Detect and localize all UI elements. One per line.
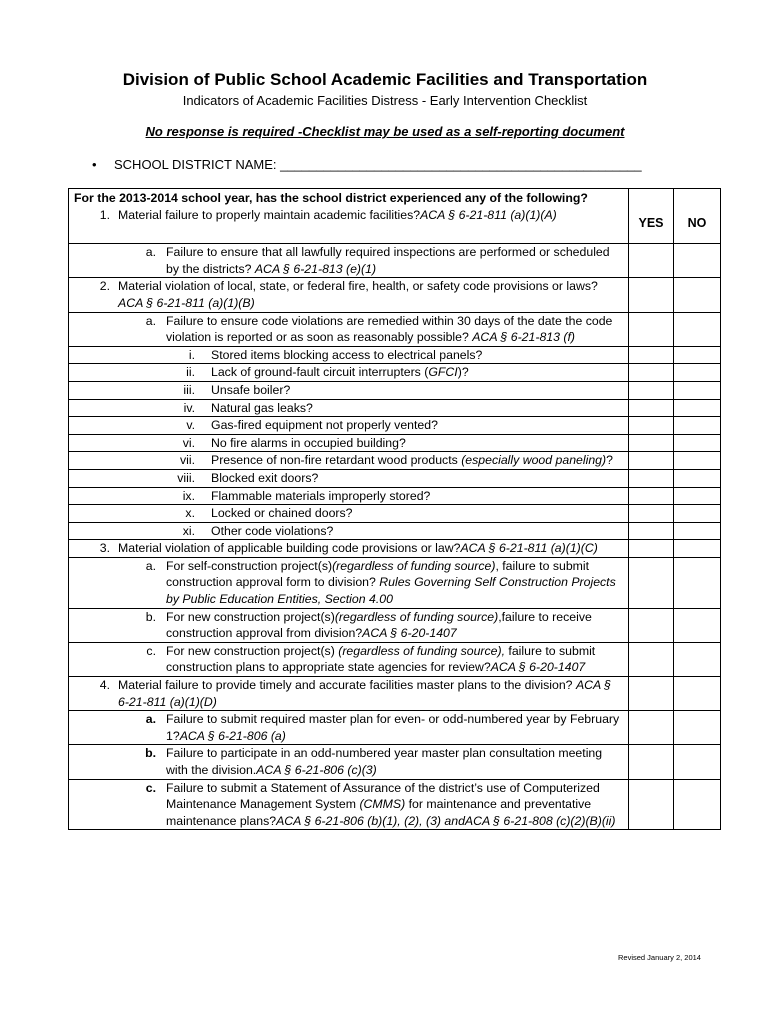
- list-item: [69, 488, 628, 505]
- yes-checkbox-cell[interactable]: [629, 244, 674, 278]
- table-row: [69, 745, 721, 779]
- no-checkbox-cell[interactable]: [674, 399, 721, 417]
- no-checkbox-cell[interactable]: [674, 346, 721, 364]
- no-checkbox-cell[interactable]: [674, 434, 721, 452]
- table-row: [69, 642, 721, 676]
- table-row: [69, 312, 721, 346]
- list-item: [69, 435, 628, 452]
- item-marker: 2.: [99, 279, 110, 294]
- item-text: For self-construction project(s): [166, 558, 333, 573]
- yes-checkbox-cell[interactable]: [629, 399, 674, 417]
- table-row: [69, 346, 721, 364]
- document-title: Division of Public School Academic Facilities and Transportation: [122, 70, 648, 89]
- item-cell: [69, 364, 629, 382]
- item-text-end: ?: [606, 453, 613, 468]
- table-header-row: [69, 189, 721, 244]
- item-text-end: ,failure to receive construction approval from division?: [166, 609, 592, 641]
- item-cell: [69, 469, 629, 487]
- item-text: Gas-fired equipment not properly vented?: [211, 418, 438, 433]
- no-checkbox-cell[interactable]: [674, 608, 721, 642]
- table-row: [69, 540, 721, 558]
- table-row: [69, 278, 721, 312]
- item-text: Failure to ensure code violations are remedied within 30 days of the date the code violation is reported or as soon as reasonably possible?: [166, 313, 613, 345]
- item-emphasis: (regardless of funding source),: [338, 643, 505, 658]
- item-marker: 4.: [99, 678, 110, 693]
- item-marker: x.: [185, 506, 195, 521]
- table-row: [69, 364, 721, 382]
- yes-column-header: YES: [629, 189, 674, 244]
- table-row: [69, 452, 721, 470]
- item-text: Failure to ensure that all lawfully required inspections are performed or scheduled by the districts?: [166, 245, 610, 276]
- item-text-end: )?: [457, 365, 469, 380]
- item-marker: b.: [145, 746, 156, 761]
- yes-checkbox-cell[interactable]: [629, 540, 674, 558]
- table-row: [69, 557, 721, 608]
- table-row: [69, 608, 721, 642]
- response-note: No response is required -Checklist may be used as a self-reporting document: [145, 124, 625, 139]
- no-checkbox-cell[interactable]: [674, 312, 721, 346]
- no-checkbox-cell[interactable]: [674, 469, 721, 487]
- item-marker: xi.: [182, 523, 195, 538]
- item-marker: a.: [145, 558, 156, 573]
- list-item: [69, 711, 628, 744]
- item-marker: 1.: [99, 207, 110, 222]
- item-emphasis: (especially wood paneling): [461, 453, 607, 468]
- item-cell: [69, 677, 629, 711]
- checklist-table: [68, 188, 721, 830]
- no-checkbox-cell[interactable]: [674, 711, 721, 745]
- item-marker: ii.: [186, 365, 195, 380]
- item-text-end: failure to submit construction plans to appropriate state agencies for review?: [166, 643, 596, 675]
- yes-checkbox-cell[interactable]: [629, 608, 674, 642]
- item-citation: ACA § 6-21-813 (f): [472, 330, 575, 345]
- yes-checkbox-cell[interactable]: [629, 557, 674, 608]
- yes-checkbox-cell[interactable]: [629, 745, 674, 779]
- item-marker: c.: [145, 780, 156, 795]
- item-marker: ix.: [182, 488, 195, 503]
- item-emphasis: (regardless of funding source): [332, 558, 496, 573]
- no-checkbox-cell[interactable]: [674, 278, 721, 312]
- table-row: [69, 505, 721, 523]
- item-cell: [69, 381, 629, 399]
- item-text: Stored items blocking access to electrical panels?: [211, 347, 483, 362]
- item-cell: [69, 745, 629, 779]
- item-cell: [69, 557, 629, 608]
- item-marker: viii.: [177, 470, 195, 485]
- no-checkbox-cell[interactable]: [674, 779, 721, 830]
- question-text: For the 2013-2014 school year, has the school district experienced any of the following?: [74, 191, 588, 205]
- item-citation: ACA § 6-21-813 (e)(1): [254, 261, 377, 276]
- item-marker: b.: [145, 609, 156, 624]
- question-cell: [69, 189, 629, 244]
- document-subtitle: Indicators of Academic Facilities Distress - Early Intervention Checklist: [182, 93, 588, 108]
- item-emphasis: (regardless of funding source): [334, 609, 499, 624]
- item-text: Material violation of local, state, or federal fire, health, or safety code provisions or laws?: [118, 279, 598, 294]
- item-cell: [69, 487, 629, 505]
- list-item: [69, 609, 628, 642]
- item-text: Other code violations?: [211, 523, 334, 538]
- item-citation: ACA § 6-21-811 (a)(1)(A): [420, 207, 557, 222]
- item-cell: [69, 312, 629, 346]
- item-marker: 3.: [99, 541, 110, 556]
- table-row: [69, 522, 721, 540]
- yes-checkbox-cell[interactable]: [629, 642, 674, 676]
- yes-checkbox-cell[interactable]: [629, 312, 674, 346]
- item-cell: [69, 417, 629, 435]
- yes-checkbox-cell[interactable]: [629, 278, 674, 312]
- item-text: Material violation of applicable building code provisions or law?: [118, 541, 461, 556]
- item-marker: vi.: [182, 435, 195, 450]
- item-marker: a.: [145, 313, 156, 328]
- item-cell: [69, 522, 629, 540]
- list-item: [69, 364, 628, 381]
- no-checkbox-cell[interactable]: [674, 417, 721, 435]
- list-item: [69, 382, 628, 399]
- list-item: [69, 470, 628, 487]
- item-text: Unsafe boiler?: [211, 382, 291, 397]
- item-citation: ACA § 6-21-806 (c)(3): [256, 763, 377, 777]
- item-text: Locked or chained doors?: [211, 506, 353, 521]
- item-cell: [69, 434, 629, 452]
- no-checkbox-cell[interactable]: [674, 452, 721, 470]
- no-checkbox-cell[interactable]: [674, 381, 721, 399]
- list-item: [69, 745, 628, 778]
- yes-checkbox-cell[interactable]: [629, 346, 674, 364]
- item-text: Flammable materials improperly stored?: [211, 488, 431, 503]
- no-checkbox-cell[interactable]: [674, 557, 721, 608]
- item-marker: iv.: [183, 400, 195, 415]
- district-name-line: [92, 157, 642, 172]
- item-text: For new construction project(s): [166, 643, 339, 658]
- item-citation: ACA § 6-21-806 (b)(1), (2), (3) andACA § 6-21-808 (c)(2)(B)(ii): [276, 813, 616, 828]
- item-text: Material failure to properly maintain academic facilities?: [118, 207, 421, 222]
- list-item: [69, 244, 628, 277]
- item-text: Failure to submit a Statement of Assurance of the district’s use of Computerized Maintenance Management System: [166, 780, 600, 812]
- list-item: [69, 347, 628, 364]
- list-item: [69, 780, 628, 830]
- item-text-end: , failure to submit construction approval form to division?: [166, 558, 590, 590]
- district-name-field[interactable]: __________________________________________________: [280, 157, 642, 172]
- item-citation: ACA § 6-21-811 (a)(1)(C): [460, 541, 598, 556]
- yes-checkbox-cell[interactable]: [629, 522, 674, 540]
- bullet-icon: •: [92, 157, 97, 172]
- item-cell: [69, 711, 629, 745]
- no-checkbox-cell[interactable]: [674, 244, 721, 278]
- yes-checkbox-cell[interactable]: [629, 417, 674, 435]
- yes-checkbox-cell[interactable]: [629, 779, 674, 830]
- item-marker: vii.: [179, 453, 195, 468]
- item-cell: [69, 346, 629, 364]
- item-text: Presence of non-fire retardant wood products: [211, 453, 462, 468]
- yes-checkbox-cell[interactable]: [629, 381, 674, 399]
- item-cell: [69, 244, 629, 278]
- list-item: [69, 417, 628, 434]
- list-item: [69, 452, 628, 469]
- yes-checkbox-cell[interactable]: [629, 677, 674, 711]
- list-item: [69, 523, 628, 540]
- item-text: Failure to participate in an odd-numbered year master plan consultation meeting with the division.: [166, 746, 603, 777]
- item-text: No fire alarms in occupied building?: [211, 435, 406, 450]
- list-item: [69, 558, 628, 608]
- table-row: [69, 711, 721, 745]
- item-marker: a.: [145, 712, 156, 727]
- table-row: [69, 677, 721, 711]
- list-item: [69, 505, 628, 522]
- item-text: For new construction project(s): [166, 609, 335, 624]
- item-text: Failure to submit required master plan for even- or odd-numbered year by February 1?: [166, 712, 620, 743]
- item-cell: [69, 399, 629, 417]
- yes-checkbox-cell[interactable]: [629, 505, 674, 523]
- yes-checkbox-cell[interactable]: [629, 487, 674, 505]
- item-citation: ACA § 6-21-806 (a): [179, 728, 286, 743]
- table-row: [69, 434, 721, 452]
- item-cell: [69, 642, 629, 676]
- item-text: Blocked exit doors?: [211, 470, 319, 485]
- yes-checkbox-cell[interactable]: [629, 434, 674, 452]
- item-citation: ACA § 6-21-811 (a)(1)(D): [118, 678, 612, 709]
- no-checkbox-cell[interactable]: [674, 505, 721, 523]
- revision-date: Revised January 2, 2014: [618, 953, 701, 962]
- yes-checkbox-cell[interactable]: [629, 452, 674, 470]
- no-checkbox-cell[interactable]: [674, 642, 721, 676]
- yes-checkbox-cell[interactable]: [629, 364, 674, 382]
- table-row: [69, 487, 721, 505]
- no-checkbox-cell[interactable]: [674, 677, 721, 711]
- item-cell: [69, 779, 629, 830]
- list-item: [69, 278, 628, 311]
- no-checkbox-cell[interactable]: [674, 745, 721, 779]
- item-marker: i.: [188, 347, 195, 362]
- item-cell: [69, 278, 629, 312]
- list-item: [69, 313, 628, 346]
- table-row: [69, 244, 721, 278]
- yes-checkbox-cell[interactable]: [629, 469, 674, 487]
- yes-checkbox-cell[interactable]: [629, 711, 674, 745]
- list-item: [69, 207, 628, 244]
- item-emphasis: (CMMS): [359, 797, 406, 812]
- table-row: [69, 469, 721, 487]
- table-row: [69, 381, 721, 399]
- item-cell: [69, 452, 629, 470]
- item-citation: ACA § 6-21-811 (a)(1)(B): [118, 295, 255, 310]
- no-checkbox-cell[interactable]: [674, 522, 721, 540]
- item-text-end: for maintenance and preventative maintenance plans?: [166, 797, 592, 828]
- item-text: Lack of ground-fault circuit interrupters (: [211, 365, 429, 380]
- list-item: [69, 400, 628, 417]
- no-checkbox-cell[interactable]: [674, 540, 721, 558]
- item-citation: Rules Governing Self Construction Projects by Public Education Entities, Section 4.00: [166, 575, 616, 607]
- item-marker: iii.: [183, 382, 195, 397]
- item-citation: ACA § 6-20-1407: [362, 626, 457, 641]
- item-text: Natural gas leaks?: [211, 400, 313, 415]
- item-marker: v.: [186, 418, 195, 433]
- item-marker: c.: [146, 643, 156, 658]
- list-item: [69, 643, 628, 676]
- table-row: [69, 399, 721, 417]
- no-checkbox-cell[interactable]: [674, 364, 721, 382]
- item-citation: ACA § 6-20-1407: [490, 660, 586, 675]
- district-name-label: SCHOOL DISTRICT NAME:: [114, 157, 281, 172]
- list-item: [69, 677, 628, 710]
- table-row: [69, 417, 721, 435]
- item-emphasis: GFCI: [428, 365, 458, 380]
- item-cell: [69, 608, 629, 642]
- item-marker: a.: [145, 245, 156, 260]
- no-checkbox-cell[interactable]: [674, 487, 721, 505]
- list-item: [69, 540, 628, 557]
- item-cell: [69, 540, 629, 558]
- item-text: Material failure to provide timely and accurate facilities master plans to the division?: [118, 678, 576, 693]
- table-row: [69, 779, 721, 830]
- item-cell: [69, 505, 629, 523]
- no-column-header: NO: [674, 189, 721, 244]
